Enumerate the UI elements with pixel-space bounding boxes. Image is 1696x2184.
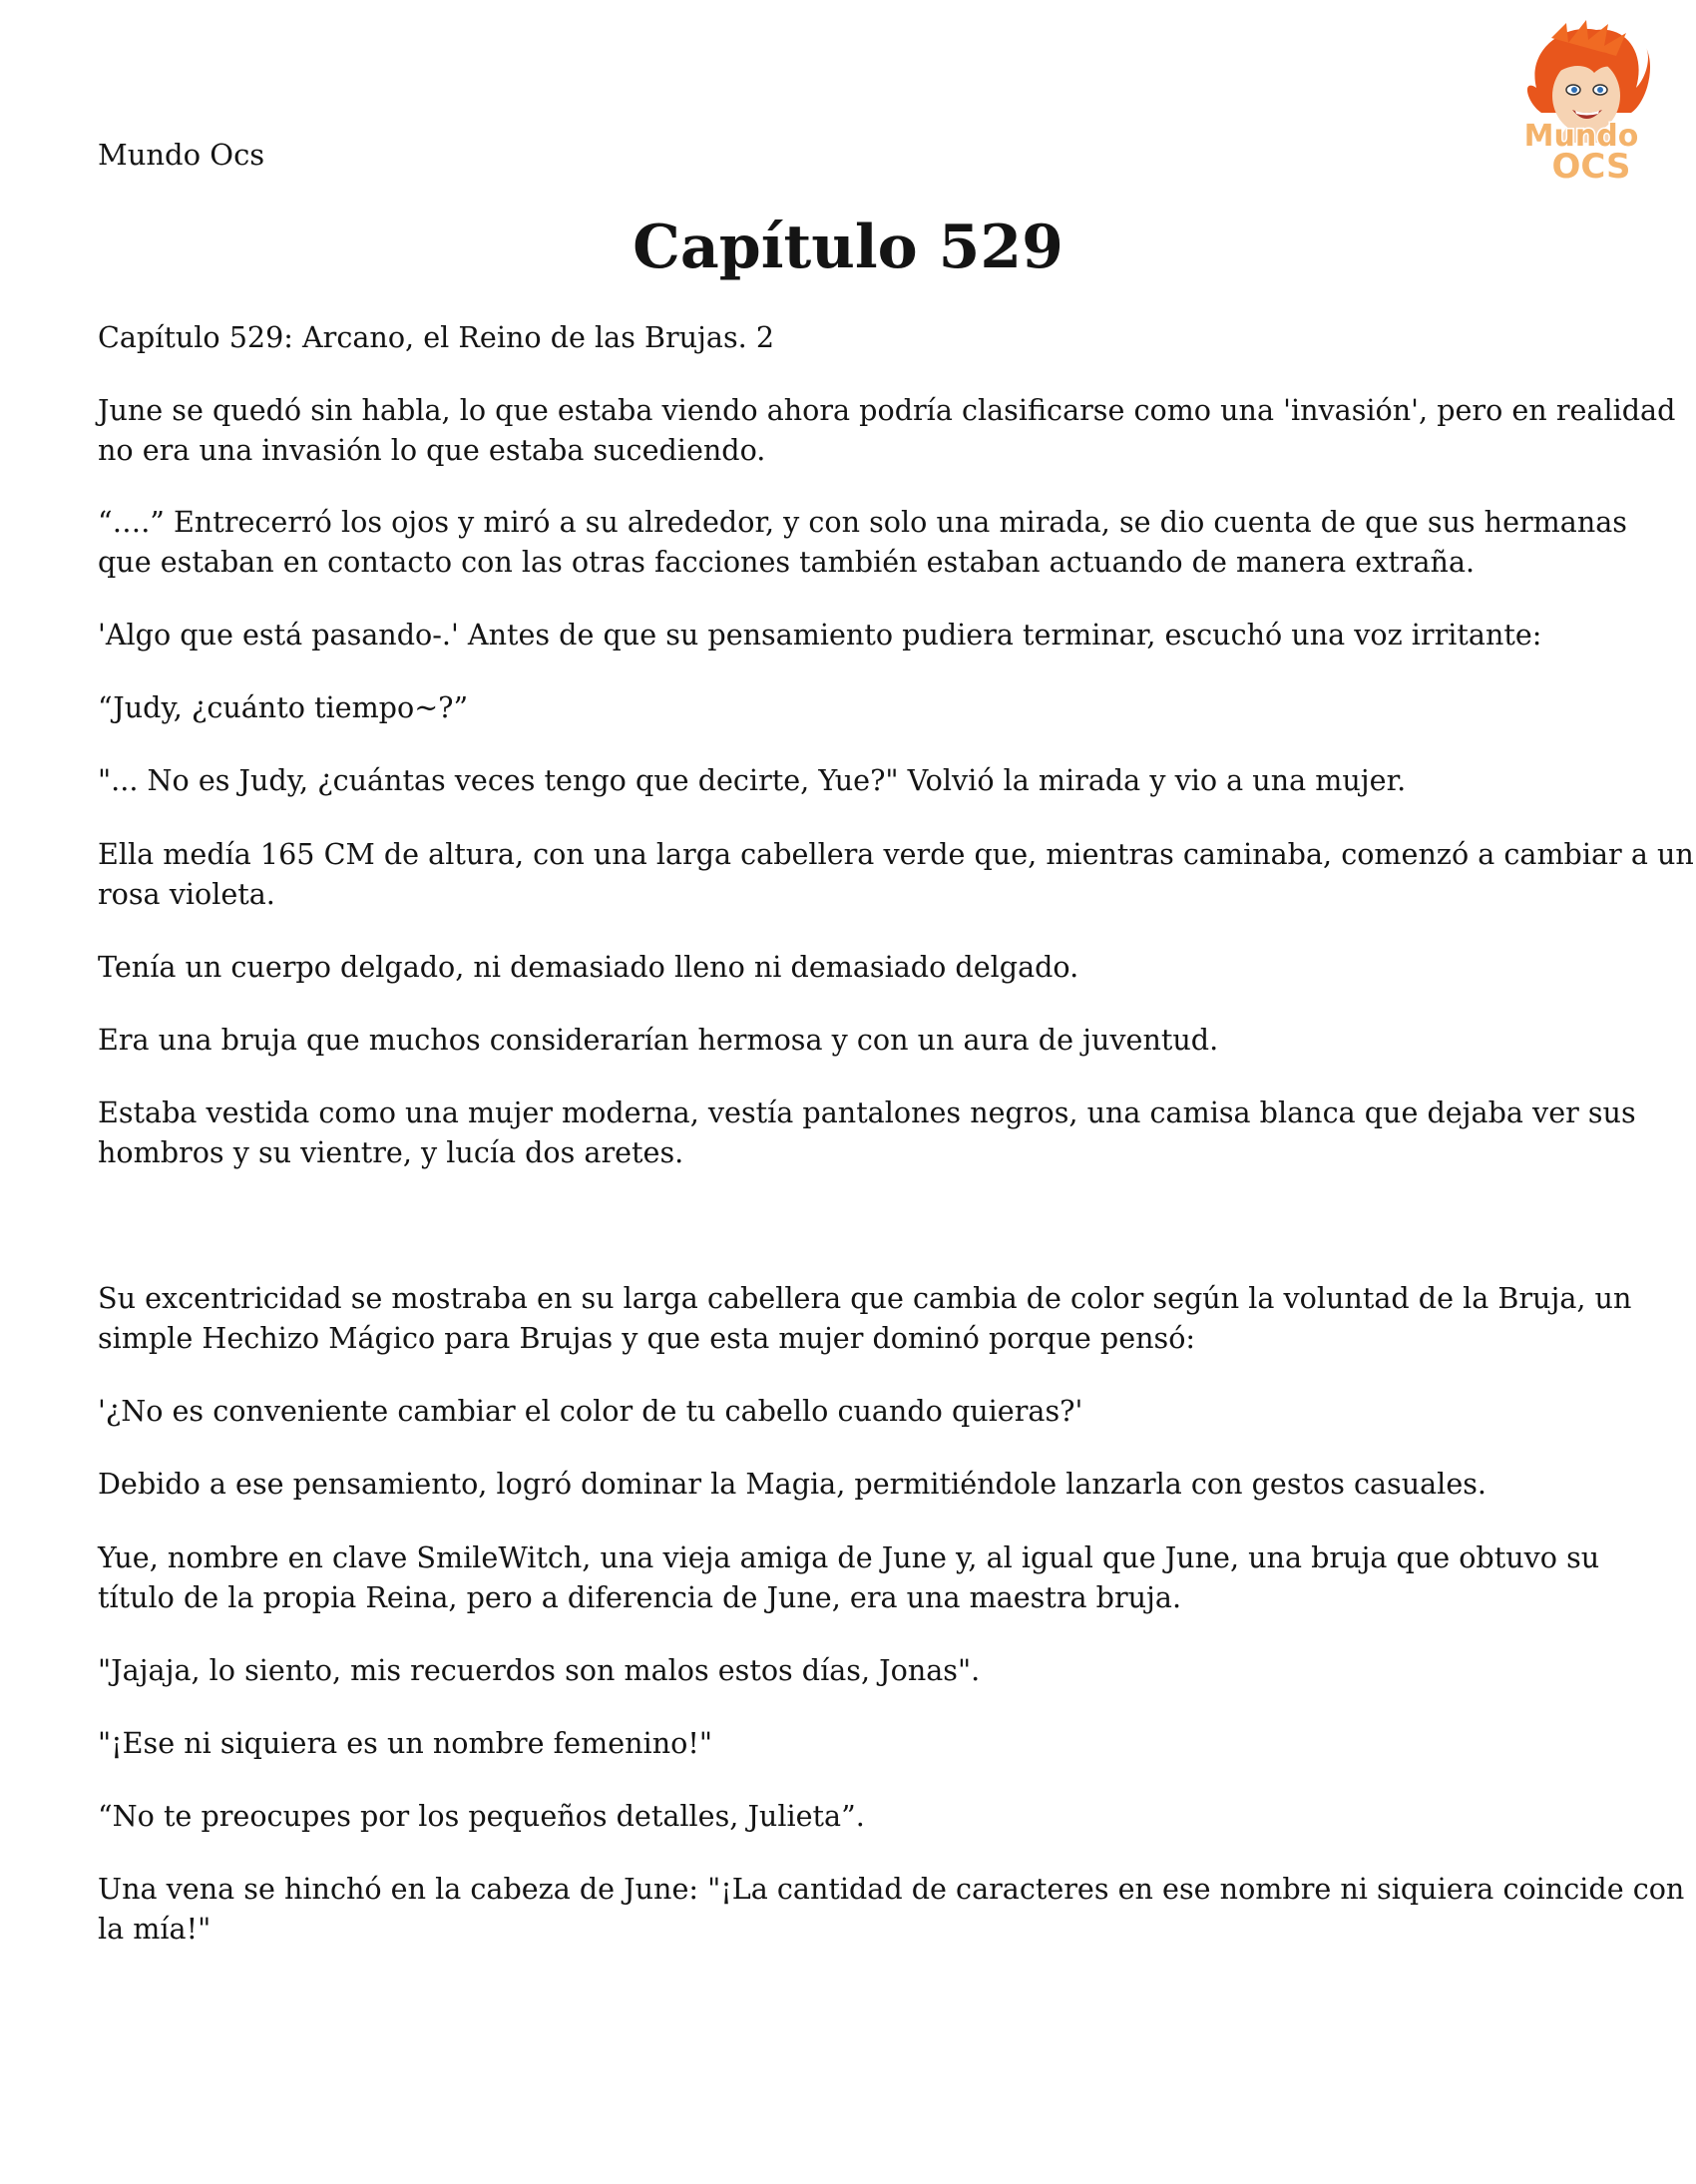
- paragraph-line: "Jajaja, lo siento, mis recuerdos son malos estos días, Jonas".: [98, 1653, 981, 1687]
- paragraph: [98, 1796, 1634, 1836]
- paragraph-line: "... No es Judy, ¿cuántas veces tengo que decirte, Yue?" Volvió la mirada y vio a una mujer.: [98, 763, 1407, 797]
- paragraph-line: June se quedó sin habla, lo que estaba viendo ahora podría clasificarse como una 'invasión', pero en realidad: [98, 393, 1676, 427]
- paragraph: [98, 1020, 1634, 1060]
- paragraph-line: título de la propia Reina, pero a diferencia de June, era una maestra bruja.: [98, 1580, 1182, 1614]
- paragraph: [98, 687, 1634, 727]
- paragraph-line: rosa violeta.: [98, 877, 275, 911]
- paragraph-line: simple Hechizo Mágico para Brujas y que esta mujer dominó porque pensó:: [98, 1321, 1196, 1355]
- chapter-heading: Capítulo 529: [633, 213, 1063, 282]
- paragraph: [98, 1464, 1634, 1504]
- paragraph-line: Estaba vestida como una mujer moderna, vestía pantalones negros, una camisa blanca que dejaba ver sus: [98, 1095, 1636, 1129]
- paragraph-line: “Judy, ¿cuánto tiempo~?”: [98, 690, 469, 724]
- paragraph-line: Debido a ese pensamiento, logró dominar la Magia, permitiéndole lanzarla con gestos casuales.: [98, 1467, 1487, 1501]
- paragraph-line: Una vena se hinchó en la cabeza de June: "¡La cantidad de caracteres en ese nombre ni siquiera coincide con: [98, 1872, 1685, 1906]
- paragraph: [98, 1650, 1634, 1690]
- paragraph-line: hombros y su vientre, y lucía dos aretes.: [98, 1135, 684, 1169]
- logo-text-bottom: OCS: [1551, 147, 1631, 187]
- paragraph-line: Tenía un cuerpo delgado, ni demasiado lleno ni demasiado delgado.: [98, 950, 1079, 984]
- site-label: Mundo Ocs: [98, 138, 265, 172]
- paragraph: [98, 1278, 1634, 1358]
- paragraph-line: "¡Ese ni siquiera es un nombre femenino!": [98, 1726, 712, 1760]
- paragraph-line: que estaban en contacto con las otras facciones también estaban actuando de manera extraña.: [98, 545, 1476, 579]
- paragraph: [98, 390, 1676, 470]
- chapter-subtitle: Capítulo 529: Arcano, el Reino de las Brujas. 2: [98, 320, 775, 354]
- paragraph: [98, 1092, 1634, 1172]
- paragraph: [98, 947, 1634, 987]
- mundo-ocs-logo: [1496, 18, 1666, 188]
- paragraph-line: Su excentricidad se mostraba en su larga cabellera que cambia de color según la voluntad de la Bruja, un: [98, 1281, 1632, 1315]
- paragraph-line: “….” Entrecerró los ojos y miró a su alrededor, y con solo una mirada, se dio cuenta de que sus hermanas: [98, 505, 1627, 539]
- paragraph-line: '¿No es conveniente cambiar el color de tu cabello cuando quieras?': [98, 1394, 1083, 1428]
- paragraph-line: Yue, nombre en clave SmileWitch, una vieja amiga de June y, al igual que June, una bruja que obtuvo su: [98, 1540, 1600, 1574]
- paragraph: [98, 1537, 1634, 1617]
- paragraph: [98, 760, 1634, 800]
- paragraph: [98, 502, 1634, 582]
- paragraph: [98, 834, 1694, 914]
- paragraph: [98, 615, 1634, 655]
- paragraph: [98, 1869, 1685, 1949]
- paragraph-line: Era una bruja que muchos considerarían hermosa y con un aura de juventud.: [98, 1023, 1219, 1057]
- logo-text-top: Mundo: [1523, 119, 1639, 154]
- paragraph-line: la mía!": [98, 1912, 212, 1946]
- paragraph-line: no era una invasión lo que estaba sucediendo.: [98, 433, 766, 467]
- paragraph-line: 'Algo que está pasando-.' Antes de que su pensamiento pudiera terminar, escuchó una voz irritante:: [98, 618, 1542, 652]
- paragraph: [98, 1723, 1634, 1763]
- paragraph-line: “No te preocupes por los pequeños detalles, Julieta”.: [98, 1799, 865, 1833]
- paragraph-line: Ella medía 165 CM de altura, con una larga cabellera verde que, mientras caminaba, comenzó a cambiar a un: [98, 837, 1694, 871]
- paragraph: [98, 1391, 1634, 1431]
